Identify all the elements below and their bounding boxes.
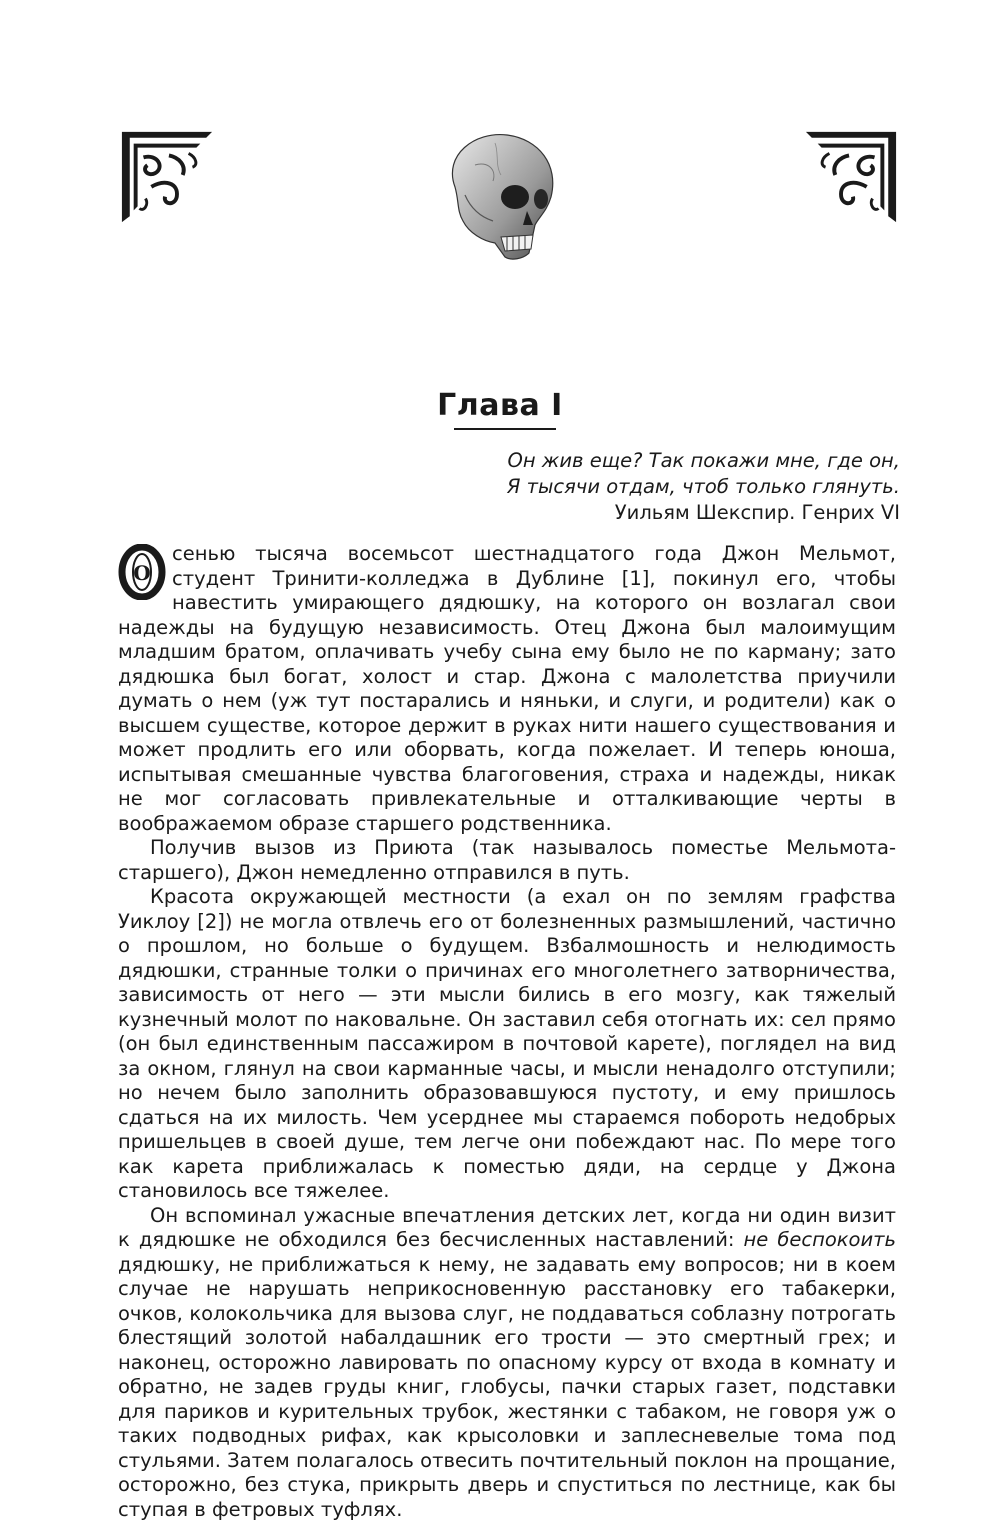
paragraph-4-emphasis: не беспокоить — [744, 1228, 896, 1251]
paragraph-3: Красота окружающей местности (а ехал он по землям графства Уиклоу [2]) не могла отвлечь его от болезненных размышлений, частично о прошлом, но больше о будущем. Взбалмошность и нелюдимость дядюшки, странные толки о причинах его многолетнего затворничества, зависимость от него — эти мысли бились в его мозгу, как тяжелый кузнечный молот по наковальне. Он заставил себя отогнать их: сел прямо (он был единственным пассажиром в почтовой карете), поглядел на вид за окном, глянул на свои карманные часы, и мысли ненадолго отступили; но нечем было заполнить образовавшуюся пустоту, и ему пришлось сдаться на их милость. Чем усерднее мы стараемся побороть недобрых пришельцев в своей душе, тем легче они побеждают нас. По мере того как карета приближалась к поместью дяди, на сердце у Джона становилось все тяжелее. — [118, 885, 896, 1204]
ornament-corner-right-icon — [802, 128, 900, 226]
paragraph-4-part-1: Он вспоминал ужасные впечатления детских лет, когда ни один визит к дядюшке не обходился без бесчисленных наставлений: — [118, 1204, 896, 1252]
paragraph-4 — [118, 1204, 896, 1522]
dropcap-letter: О — [133, 561, 150, 585]
epigraph-line-2: Я тысячи отдам, чтоб только глянуть. — [507, 474, 900, 500]
paragraph-2: Получив вызов из Приюта (так называлось поместье Мельмота-старшего), Джон немедленно отправился в путь. — [118, 836, 896, 885]
skull-illustration-icon — [435, 125, 565, 265]
ornament-corner-left-icon — [118, 128, 216, 226]
dropcap-letter-icon — [118, 544, 166, 600]
epigraph-line-1: Он жив еще? Так покажи мне, где он, — [507, 448, 900, 474]
chapter-body — [118, 542, 896, 1522]
paragraph-1-text: сенью тысяча восемьсот шестнадцатого года Джон Мельмот, студент Тринити-колледжа в Дублине [1], покинул его, чтобы навестить умирающего дядюшку, на которого он возлагал свои надежды на будущую независимость. Отец Джона был малоимущим младшим братом, оплачивать учебу сына ему было не по карману; зато дядюшка был богат, холост и стар. Джона с малолетства приучили думать о нем (уж тут постарались и няньки, и слуги, и родители) как о высшем существе, которое держит в руках нити нашего существования и может продлить его или оборвать, когда пожелает. И теперь юноша, испытывая смешанные чувства благоговения, страха и надежды, никак не мог согласовать привлекательные и отталкивающие черты в воображаемом образе старшего родственника. — [118, 542, 896, 835]
paragraph-1 — [118, 542, 896, 836]
chapter-title: Глава I — [0, 388, 1000, 423]
epigraph-attribution: Уильям Шекспир. Генрих VI — [507, 500, 900, 526]
title-underline — [454, 428, 556, 430]
paragraph-4-part-2: дядюшку, не приближаться к нему, не задавать ему вопросов; ни в коем случае не нарушать неприкосновенную расстановку его табакерки, очков, колокольчика для вызова слуг, не поддаваться соблазну потрогать блестящий золотой набалдашник его трости — это смертный грех; и наконец, осторожно лавировать по опасному курсу от входа в комнату и обратно, не задев груды книг, глобусы, пачки старых газет, подставки для париков и курительных трубок, жестянки с табаком, не говоря уж о таких подводных рифах, как крысоловки и заплесневелые тома под стульями. Затем полагалось отвесить почтительный поклон на прощание, осторожно, без стука, прикрыть дверь и спуститься по лестнице, как бы ступая в фетровых туфлях. — [118, 1253, 896, 1521]
epigraph — [507, 448, 900, 526]
